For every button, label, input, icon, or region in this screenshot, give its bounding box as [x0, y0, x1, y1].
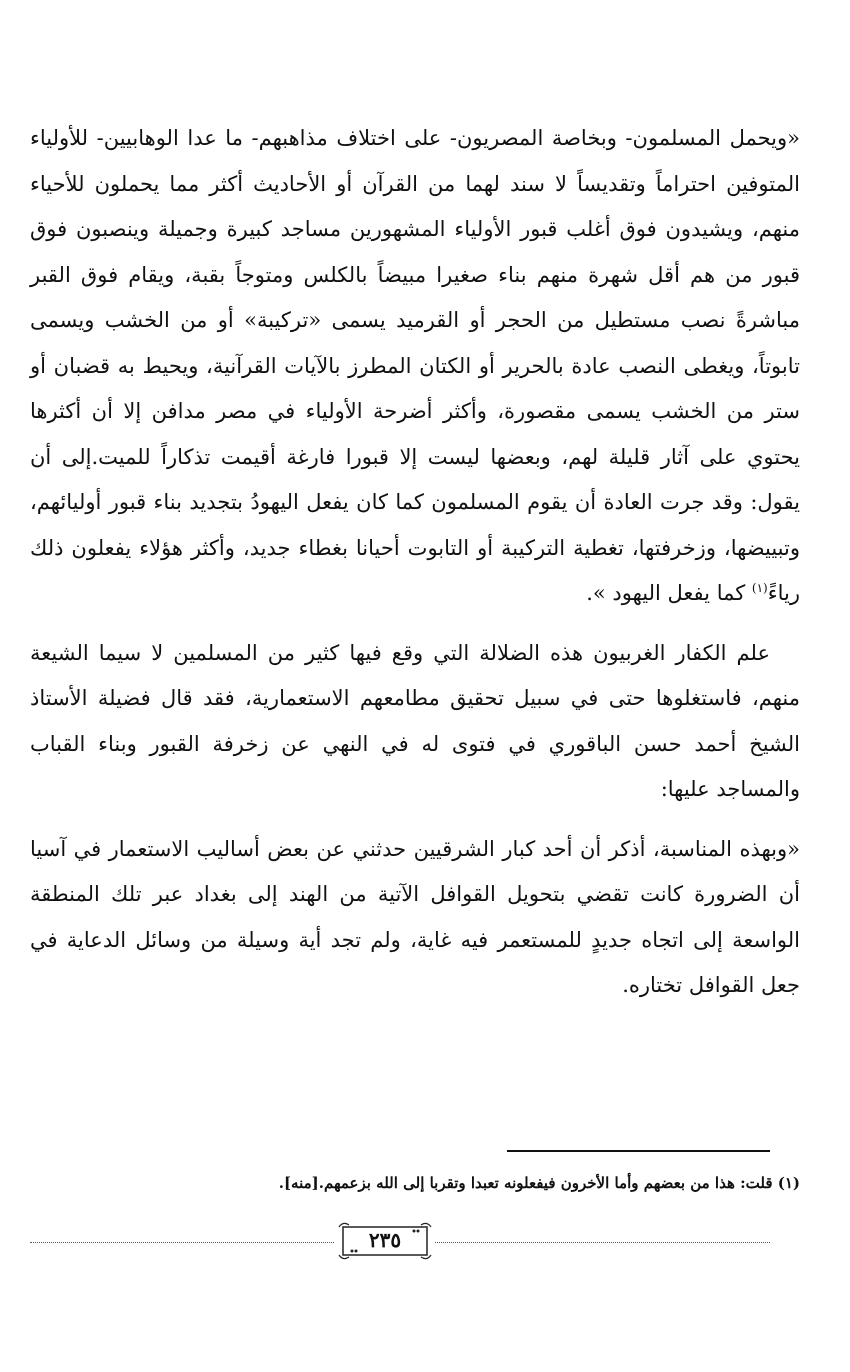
paragraph-caravans-story [30, 827, 800, 1009]
page-number: ٢٣٥ [368, 1228, 402, 1252]
paragraph-quote-burial-customs [30, 116, 800, 617]
page-footer [30, 1212, 770, 1272]
paragraph-western-exploitation-text: علم الكفار الغربيون هذه الضلالة التي وقع فيها كثير من المسلمين لا سيما الشيعة منهم، فاستغلوها حتى في سبيل تحقيق مطامعهم الاستعمارية، فقد قال فضيلة الأستاذ الشيخ أحمد حسن الباقوري في فتوى له في النهي عن زخرفة القبور وبناء القباب والمساجد عليها: [30, 640, 800, 801]
paragraph-caravans-story-text: «وبهذه المناسبة، أذكر أن أحد كبار الشرقيين حدثني عن بعض أساليب الاستعمار في آسيا أن الضرورة كانت تقضي بتحويل القوافل الآتية من الهند إلى بغداد عبر تلك المنطقة الواسعة إلى اتجاه جديدٍ للمستعمر فيه غاية، ولم تجد أية وسيلة من وسائل الدعاية في جعل القوافل تختاره. [30, 836, 800, 997]
footnote-reference[interactable]: (١) [751, 581, 768, 595]
paragraph-western-exploitation [30, 631, 800, 813]
page-number-frame [335, 1221, 435, 1261]
paragraph-quote-burial-customs-text: «ويحمل المسلمون- وبخاصة المصريون- على اختلاف مذاهبهم- ما عدا الوهابيين- للأولياء المتوفين احتراماً وتقديساً لا سند لهما من القرآن أو الأحاديث أكثر مما يحملون للأحياء منهم، ويشيدون فوق أغلب قبور الأولياء المشهورين مساجد كبيرة وجميلة وينصبون فوق قبور من هم أقل شهرة منهم بناء صغيرا مبيضاً بالكلس ومتوجاً بقبة، ويقام فوق القبر مباشرةً نصب مستطيل من الحجر أو القرميد يسمى «تركيبة» أو من الخشب ويسمى تابوتاً، ويغطى النصب عادة بالحرير أو الكتان المطرز بالآيات القرآنية، ويحيط به قضبان أو ستر من الخشب يسمى مقصورة، وأكثر أضرحة الأولياء في مصر مدافن إلا أن أكثرها يحتوي على آثار قليلة لهم، وبعضها ليست إلا قبورا فارغة أقيمت تذكاراً للميت.إلى أن يقول: وقد جرت العادة أن يقوم المسلمون كما كان يفعل اليهودُ بتجديد بناء قبور أوليائهم، وتبييضها، وزخرفتها، تغطية التركيبة أو التابوت أحيانا بغطاء جديد، وأكثر هؤلاء يفعلون ذلك رياءً [30, 126, 800, 605]
footnote-separator [507, 1150, 770, 1152]
footnote-text: (١) قلت: هذا من بعضهم وأما الأخرون فيفعلونه تعبدا وتقربا إلى الله بزعمهم.[منه]. [278, 1174, 800, 1192]
paragraph-quote-burial-customs-ending: كما يفعل اليهود ». [586, 581, 752, 605]
footnote [30, 1170, 800, 1196]
body-text [30, 116, 800, 1009]
